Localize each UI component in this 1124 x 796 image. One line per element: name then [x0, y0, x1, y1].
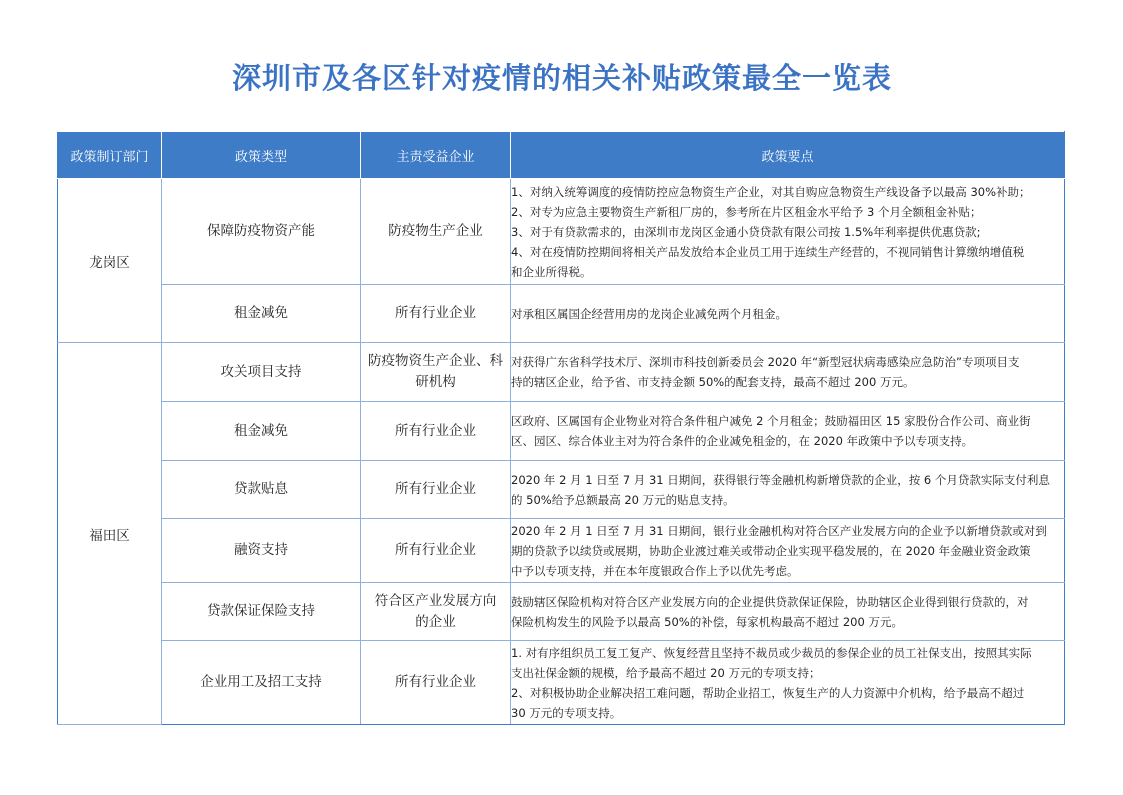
policy-type-cell: 企业用工及招工支持 — [162, 641, 361, 725]
policy-type-cell: 租金减免 — [162, 402, 361, 461]
beneficiary-cell: 所有行业企业 — [361, 402, 511, 461]
header-dept: 政策制订部门 — [58, 132, 162, 179]
policy-point-line: 对承租区属国企经营用房的龙岗企业减免两个月租金。 — [511, 306, 787, 321]
table-row — [58, 285, 1065, 343]
policy-point-line: 3、对于有贷款需求的，由深圳市龙岗区金通小贷贷款有限公司按 1.5%年利率提供优惠贷款; — [511, 224, 981, 239]
dept-cell-longgang: 龙岗区 — [58, 179, 162, 343]
policy-point-line: 持的辖区企业，给予省、市支持金额 50%的配套支持，最高不超过 200 万元。 — [511, 375, 915, 389]
beneficiary-line: 研机构 — [415, 374, 456, 390]
beneficiary-cell — [361, 343, 511, 402]
policy-point-line: 支出社保金额的规模，给予最高不超过 20 万元的专项支持； — [511, 665, 821, 680]
policy-point-line: 期的贷款予以续贷或展期，协助企业渡过难关或带动企业实现平稳发展的，在 2020 年金融业资金政策 — [511, 543, 1031, 558]
policy-points-cell — [511, 179, 1065, 285]
policy-type-cell: 保障防疫物资产能 — [162, 179, 361, 285]
table-row — [58, 179, 1065, 285]
policy-type-cell: 融资支持 — [162, 519, 361, 583]
policy-type-cell: 攻关项目支持 — [162, 343, 361, 402]
header-points: 政策要点 — [511, 132, 1065, 179]
table-row — [58, 519, 1065, 583]
dept-cell-futian: 福田区 — [58, 343, 162, 725]
policy-point-line: 2020 年 2 月 1 日至 7 月 31 日期间，银行业金融机构对符合区产业发展方向的企业予以新增贷款或对到 — [511, 523, 1047, 538]
policy-point-line: 中予以专项支持，并在本年度银政合作上予以优先考虑。 — [511, 563, 799, 578]
policy-table — [57, 131, 1065, 725]
policy-type-cell: 贷款保证保险支持 — [162, 583, 361, 641]
policy-point-line: 鼓励辖区保险机构对符合区产业发展方向的企业提供贷款保证保险，协助辖区企业得到银行贷款的，对 — [511, 594, 1029, 609]
beneficiary-line: 符合区产业发展方向 — [374, 592, 497, 609]
header-beneficiary: 主责受益企业 — [361, 132, 511, 179]
table-row — [58, 402, 1065, 461]
policy-point-line: 区政府、区属国有企业物业对符合条件租户减免 2 个月租金；鼓励福田区 15 家股份合作公司、商业街 — [511, 414, 1031, 428]
beneficiary-line: 的企业 — [415, 613, 456, 630]
policy-points-cell — [511, 519, 1065, 583]
policy-point-line: 2、对积极协助企业解决招工难问题，帮助企业招工，恢复生产的人力资源中介机构，给予最高不超过 — [511, 685, 1025, 700]
beneficiary-cell: 防疫物生产企业 — [361, 179, 511, 285]
table-row — [58, 583, 1065, 641]
table-row — [58, 461, 1065, 519]
page-title: 深圳市及各区针对疫情的相关补贴政策最全一览表 — [231, 61, 892, 95]
policy-points-cell — [511, 343, 1065, 402]
policy-points-cell — [511, 402, 1065, 461]
beneficiary-cell: 所有行业企业 — [361, 461, 511, 519]
policy-point-line: 和企业所得税。 — [511, 264, 592, 279]
beneficiary-cell: 所有行业企业 — [361, 641, 511, 725]
policy-type-cell: 贷款贴息 — [162, 461, 361, 519]
table-row — [58, 641, 1065, 725]
policy-point-line: 保险机构发生的风险予以最高 50%的补偿，每家机构最高不超过 200 万元。 — [511, 614, 903, 629]
policy-type-cell: 租金减免 — [162, 285, 361, 343]
policy-point-line: 2020 年 2 月 1 日至 7 月 31 日期间，获得银行等金融机构新增贷款的企业，按 6 个月贷款实际支付利息 — [511, 472, 1050, 487]
policy-point-line: 对获得广东省科学技术厅、深圳市科技创新委员会 2020 年“新型冠状病毒感染应急防治”专项项目支 — [511, 355, 1020, 369]
beneficiary-cell: 所有行业企业 — [361, 519, 511, 583]
beneficiary-cell: 所有行业企业 — [361, 285, 511, 343]
policy-point-line: 2、对专为应急主要物资生产新租厂房的，参考所在片区租金水平给予 3 个月全额租金补贴； — [511, 204, 982, 219]
header-type: 政策类型 — [162, 132, 361, 179]
policy-point-line: 1、对纳入统筹调度的疫情防控应急物资生产企业，对其自购应急物资生产线设备予以最高 30%补助； — [511, 184, 1031, 199]
table-row — [58, 343, 1065, 402]
policy-point-line: 1. 对有序组织员工复工复产、恢复经营且坚持不裁员或少裁员的参保企业的员工社保支出，按照其实际 — [511, 645, 1032, 660]
policy-point-line: 4、对在疫情防控期间将相关产品发放给本企业员工用于连续生产经营的，不视同销售计算缴纳增值税 — [511, 244, 1025, 259]
policy-point-line: 区、园区、综合体业主对为符合条件的企业减免租金的，在 2020 年政策中予以专项支持。 — [511, 434, 974, 448]
table-header-row — [58, 132, 1065, 179]
beneficiary-line: 防疫物资生产企业、科 — [368, 353, 503, 369]
policy-point-line: 的 50%给予总额最高 20 万元的贴息支持。 — [511, 492, 735, 507]
policy-points-cell — [511, 285, 1065, 343]
policy-point-line: 30 万元的专项支持。 — [511, 705, 622, 720]
policy-points-cell — [511, 583, 1065, 641]
policy-points-cell — [511, 641, 1065, 725]
policy-points-cell — [511, 461, 1065, 519]
beneficiary-cell — [361, 583, 511, 641]
